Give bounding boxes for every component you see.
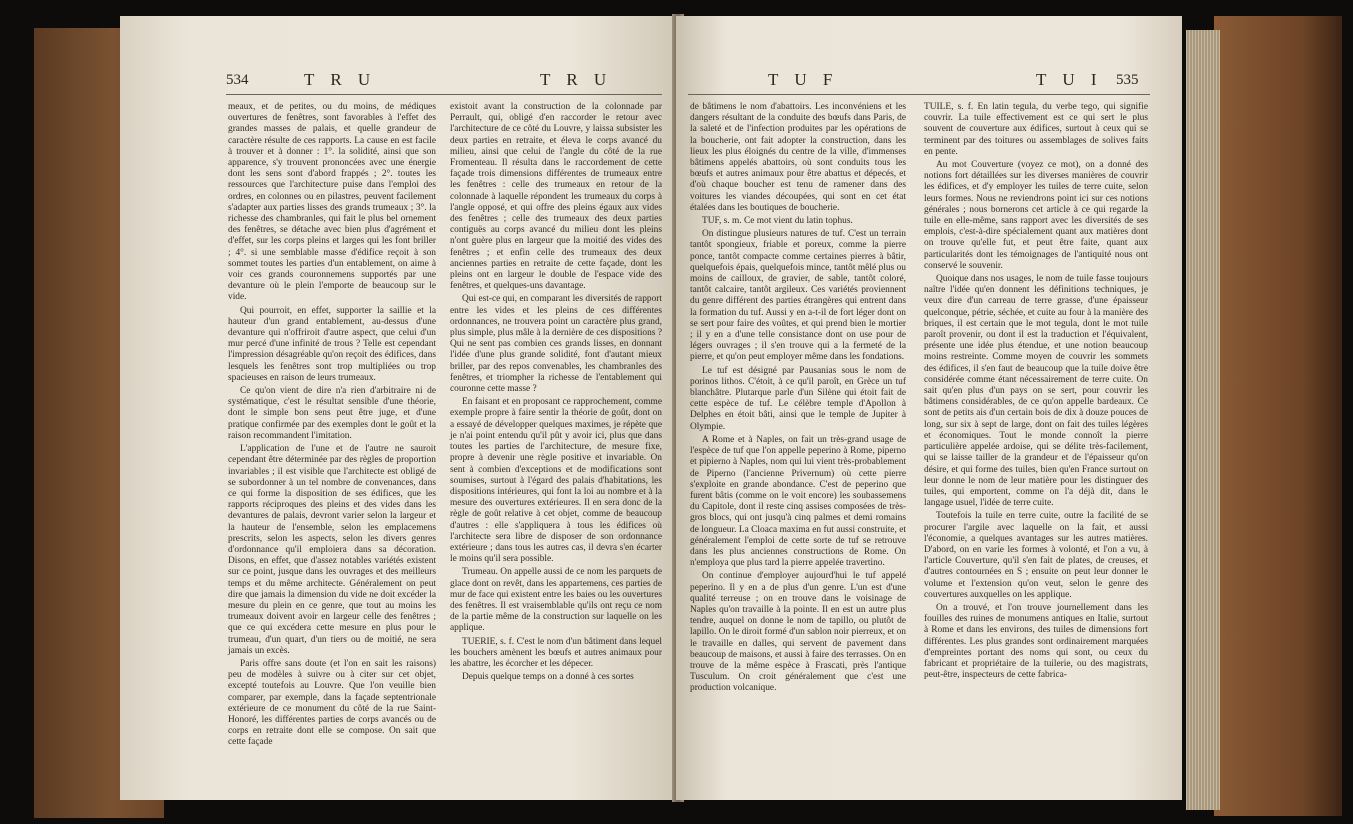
paragraph: TUERIE, s. f. C'est le nom d'un bâtiment dans lequel les bouchers amènent les bœufs et autres animaux pour les abattre, les écorcher et les dépecer. bbox=[450, 636, 662, 669]
paragraph: de bâtimens le nom d'abattoirs. Les inconvéniens et les dangers résultant de la conduite des bœufs dans Paris, de la saleté et de l'infection produites par les opérations de la boucherie, ont fait adopter la construction, dans les lieux les plus éloignés du centre de la ville, d'immenses bâtimens appelés abattoirs, où sont conduits tous les bœufs et autres animaux pour être abattus et dépecés, et d'où chaque boucher est tenu de ramener dans des voitures les viandes découpées, qui sont en cet état étalées dans les boutiques de boucherie. bbox=[690, 102, 906, 213]
right-page bbox=[676, 16, 1182, 800]
paragraph: Trumeau. On appelle aussi de ce nom les parquets de glace dont on revêt, dans les appartemens, ces parties de mur de face qui existent entre les baies ou les ouvertures des fenêtres. Il est vraisemblable qu'ils ont reçu ce nom de la partie même de la construction sur laquelle on les applique. bbox=[450, 567, 662, 634]
paragraph: Depuis quelque temps on a donné à ces sortes bbox=[462, 672, 634, 683]
paragraph: On continue d'employer aujourd'hui le tuf appelé peperino. Il y en a de plus d'un genre. L'un est d'une qualité terreuse ; on en trouve dans le voisinage de Naples qu'on travaille à la pointe. Il en est un autre plus tendre, auquel on donne le nom de tapillo, ou plutôt de lapillo. On le diroit formé d'un sablon noir pierreux, et on le travaille en dalles, qui servent de pavement dans beaucoup de maisons, et aussi à faire des terrasses. On en trouve de la même espèce à Frascati, près l'antique Tusculum. On croit généralement que c'est une production volcanique. bbox=[690, 571, 906, 694]
paragraph: TUILE, s. f. En latin tegula, du verbe tego, qui signifie couvrir. La tuile effectivement est ce qui sert le plus souvent de couverture aux édifices, surtout à ceux qui se terminent par des toitures ou assemblages de solives faits en pente. bbox=[924, 102, 1148, 157]
paragraph: Paris offre sans doute (et l'on en sait les raisons) peu de modèles à suivre ou à citer sur cet objet, excepté toutefois au Louvre. Que l'on veuille bien comparer, par exemple, dans la façade septentrionale extérieure de ce monument du côté de la rue Saint-Honoré, les différentes parties de corps avancés ou de corps en retraite dont elle se compose. On sait que cette façade bbox=[228, 658, 436, 748]
running-header-right: T U I bbox=[1036, 70, 1103, 89]
running-header-left: T U F bbox=[768, 70, 839, 89]
paragraph: L'application de l'une et de l'autre ne sauroit cependant être déterminée par des règles de proportion invariables ; il est visible que l'architecte est obligé de se subordonner à un tel nombre de convenances, dans ce qui forme la disposition de ses édifices, que les rapports réciproques des pleins et des vides dans les devantures de palais, devront varier selon la largeur et la hauteur de l'ensemble, selon les emplacemens prescrits, selon les aspects, selon les divers genres d'ordonnance qu'il emploiera dans sa décoration. Disons, en effet, que d'assez notables variétés existent sur ce point, jusque dans les ouvrages et des meilleurs temps et du même architecte. Généralement on peut dire que jamais la dimension du vide ne doit excéder la mesure du plein en ce genre, que tout au moins les trumeaux doivent avoir en largeur celle des fenêtres ; que ce qui excédera cette mesure en plus pour le trumeau, d'un quart, d'un tiers ou de moitié, ne sera jamais un excès. bbox=[228, 444, 436, 656]
running-header-right: T R U bbox=[540, 70, 613, 89]
text-column-right bbox=[924, 102, 1148, 683]
paragraph: existoit avant la construction de la colonnade par Perrault, qui, obligé d'en raccorder le retour avec l'architecture de ce côté du Louvre, y laissa subsister les deux parties en retraite, et éleva le corps avancé du milieu, ainsi que celui de l'angle du côté de la rue Fromenteau. Il résulta dans le raccordement de cette façade trois dimensions différentes de trumeaux entre les fenêtres : celle des trumeaux en retour de la colonnade à laquelle répondent les trumeaux du corps à l'angle opposé, et qui offre des pleins égaux aux vides des fenêtres ; celle des trumeaux des deux parties contiguës au corps avancé du milieu dont les pleins n'ont guère plus en largeur que la moitié des vides des fenêtres ; et enfin celle des trumeaux des deux anciennes parties en retraite de cette façade, dont les pleins ont en largeur le double de l'espace vide des fenêtres, et quelques-uns davantage. bbox=[450, 102, 662, 292]
paragraph: A Rome et à Naples, on fait un très-grand usage de l'espèce de tuf que l'on appelle peperino à Rome, piperno et pipierno à Naples, nom qui lui vient très-probablement de Piperno (l'ancienne Privernum) où cette pierre s'exploite en grande abondance. C'est de peperino que furent bâtis (comme on le voit encore) les soubassemens du Capitole, dont il reste cinq assises composées de très-gros blocs, qui ont jusqu'à cinq palmes et demi romains de longueur. La Cloaca maxima en fut aussi construite, et généralement l'emploi de cette sorte de tuf se retrouve dans les plus anciennes constructions de Rome. On n'employa que plus tard la pierre appelée travertino. bbox=[690, 434, 906, 569]
header-rule bbox=[688, 94, 1150, 95]
text-column-left bbox=[690, 102, 906, 697]
page-number: 535 bbox=[1116, 72, 1139, 88]
paragraph: On distingue plusieurs natures de tuf. C'est un terrain tantôt spongieux, friable et poreux, comme la pierre ponce, tantôt compacte comme certaines pierres à bâtir, quelquefois épais, quelquefois mince, tantôt mêlé plus ou moins de cailloux, de gravier, de sable, tantôt coloré, tantôt calcaire, tantôt argileux. Ces variétés proviennent du genre différent des parties étrangères qui entrent dans la formation du tuf. Aussi y en a-t-il de fort léger dont on se sert pour faire des voûtes, et qui prend bien le mortier ; il y en a d'une telle consistance dont on use pour de légers ouvrages ; il s'en trouve qui a la fermeté de la pierre, et qu'on peut employer même dans les fondations. bbox=[690, 229, 906, 363]
paragraph: On a trouvé, et l'on trouve journellement dans les fouilles des ruines de monumens antiques en Italie, surtout à Rome et dans les environs, des tuiles de dimensions fort différentes. Les plus grandes sont ordinairement marquées d'empreintes portant des noms qui sont, ou ceux du fabricant et propriétaire de la tuilerie, ou des magistrats, peut-être, inspecteurs de cette fabrica- bbox=[924, 602, 1148, 681]
paragraph: Toutefois la tuile en terre cuite, outre la facilité de se procurer l'argile avec laquelle on la fait, et aussi l'économie, a quelques avantages sur les autres matières. D'abord, on en varie les formes à volonté, et l'on a vu, à l'article Couverture, qu'il s'en fait de plates, de creuses, et d'autres contournées en S ; ensuite on peut leur donner le volume et l'extension qu'on veut, selon le genre des couvertures auxquelles on les applique. bbox=[924, 511, 1148, 600]
text-column-right bbox=[450, 102, 662, 685]
text-column-left bbox=[228, 102, 436, 751]
paragraph: Qui pourroit, en effet, supporter la saillie et la hauteur d'un grand entablement, au-dessus d'une devanture qui n'offriroit d'autre aspect, que celui d'un mur percé d'une infinité de trous ? Telle est cependant l'impression désagréable qu'on reçoit des édifices, dans lesquels les fenêtres sont trop multipliées ou trop spacieuses en raison de leurs trumeaux. bbox=[228, 305, 436, 383]
running-header-left: T R U bbox=[304, 70, 377, 89]
paragraph: Quoique dans nos usages, le nom de tuile fasse toujours naître l'idée qu'en donnent les définitions techniques, je veux dire d'un carreau de terre grasse, d'une épaisseur quelconque, pétrie, séchée, et cuite au four à la manière des briques, il est certain que le mot tegula, dont le mot tuile paroît provenir, ou dont il est la traduction et l'équivalent, présente une idée plus étendue, et une notion beaucoup moins restreinte. Comme moyen de couvrir les sommets des édifices, il s'en faut de beaucoup que la tuile doive être considérée comme étant nécessairement de terre cuite. On sait qu'en plus d'un pays on se sert, pour couvrir les bâtimens considérables, de ce qu'on appelle bardeaux. Ce sont de petits ais d'un certain bois de dix à douze pouces de long, sur six à sept de large, dont on fait des tuiles légères et économiques. Tout le monde connoît la pierre particulière appelée ardoise, qui se délite très-facilement, qui se laisse tailler de la grandeur et de l'épaisseur qu'on désire, et qui forme des tuiles, bien qu'en France surtout on leur donne le nom de leur matière pour les distinguer des tuiles, qui emportent, comme on l'a déjà dit, dans le langage usuel, l'idée de terre cuite. bbox=[924, 274, 1148, 509]
page-edges bbox=[1186, 30, 1220, 810]
paragraph: Ce qu'on vient de dire n'a rien d'arbitraire ni de systématique, c'est le résultat sensible d'une théorie, dont le simple bon sens peut être juge, et d'une pratique confirmée par des exemples dont le goût et la raison recommandent l'imitation. bbox=[228, 386, 436, 441]
page-number: 534 bbox=[226, 72, 249, 88]
paragraph: meaux, et de petites, ou du moins, de médiques ouvertures de fenêtres, sont favorables à l'effet des grandes masses de palais, et quelle grandeur de caractère résulte de ces rapports. La cause en est facile à trouver et à donner : 1°. la solidité, ainsi que son apparence, s'y trouvent prononcées avec une énergie dont les sens sont d'abord frappés ; 2°. toutes les ressources que l'architecture puise dans l'emploi des ordres, en colonnes ou en pilastres, peuvent facilement s'adapter aux parties lisses des grands trumeaux ; 3°. la richesse des chambranles, qui fait le plus bel ornement des fenêtres, se détache avec bien plus d'agrément et d'effet, sur les corps pleins et larges qui les font briller ; 4°. si une semblable masse d'édifice reçoit à son sommet toutes les parties d'un entablement, on aime à voir ces grands couronnemens supportés par une devanture où le plein l'emporte de beaucoup sur le vide. bbox=[228, 102, 436, 303]
left-page bbox=[120, 16, 682, 800]
header-rule bbox=[226, 94, 662, 95]
paragraph: Qui est-ce qui, en comparant les diversités de rapport entre les vides et les pleins de ces différentes ordonnances, ne trouvera point un caractère plus grand, plus simple, plus mâle à la dernière de ces dispositions ? Qui ne sent pas combien ces grands lisses, en donnant l'idée d'une plus grande solidité, font d'autant mieux briller, par des repos convenables, les chambranles des fenêtres, et triompher la richesse de l'entablement qui couronne cette masse ? bbox=[450, 294, 662, 395]
book-cover-right bbox=[1214, 16, 1342, 816]
paragraph: En faisant et en proposant ce rapprochement, comme exemple propre à faire sentir la théorie de goût, dont on a essayé de développer quelques maximes, je répète que je n'ai point entendu qu'il pût y avoir ici, plus que dans toutes les parties de l'architecture, de mesure fixe, propre à devenir une règle positive et invariable. On sent à combien d'exceptions et de modifications sont soumises, surtout à l'égard des palais d'habitations, les dispositions intérieures, qui font la loi au nombre et à la mesure des ouvertures extérieures. Il en sera donc de la règle de goût relative à cet objet, comme de beaucoup d'autres : elle s'appliquera à tous les édifices où l'architecte sera libre de disposer de son ordonnance extérieure ; dans tous les autres cas, il devra s'en écarter le moins qu'il sera possible. bbox=[450, 397, 662, 565]
paragraph: TUF, s. m. Ce mot vient du latin tophus. bbox=[702, 216, 853, 227]
paragraph: Le tuf est désigné par Pausanias sous le nom de porinos lithos. C'étoit, à ce qu'il paroît, en Grèce un tuf blanchâtre. Plutarque parle d'un Silène qui étoit fait de cette espèce de tuf. Le célèbre temple d'Apollon à Delphes en étoit bâti, ainsi que le temple de Jupiter à Olympie. bbox=[690, 365, 906, 432]
paragraph: Au mot Couverture (voyez ce mot), on a donné des notions fort détaillées sur les diverses manières de couvrir les édifices, et d'y employer les tuiles de terre cuite, selon leurs formes. Nous ne reviendrons point ici sur ces notions générales ; nous bornerons cet article à ce qui regarde la tuile en elle-même, sans rapport avec les diversités de ses emplois, c'est-à-dire spécialement quant aux matières dont on trouve qu'elle fut, et peut être faite, quant aux particularités dont les témoignages de l'antiquité nous ont conservé le souvenir. bbox=[924, 160, 1148, 271]
